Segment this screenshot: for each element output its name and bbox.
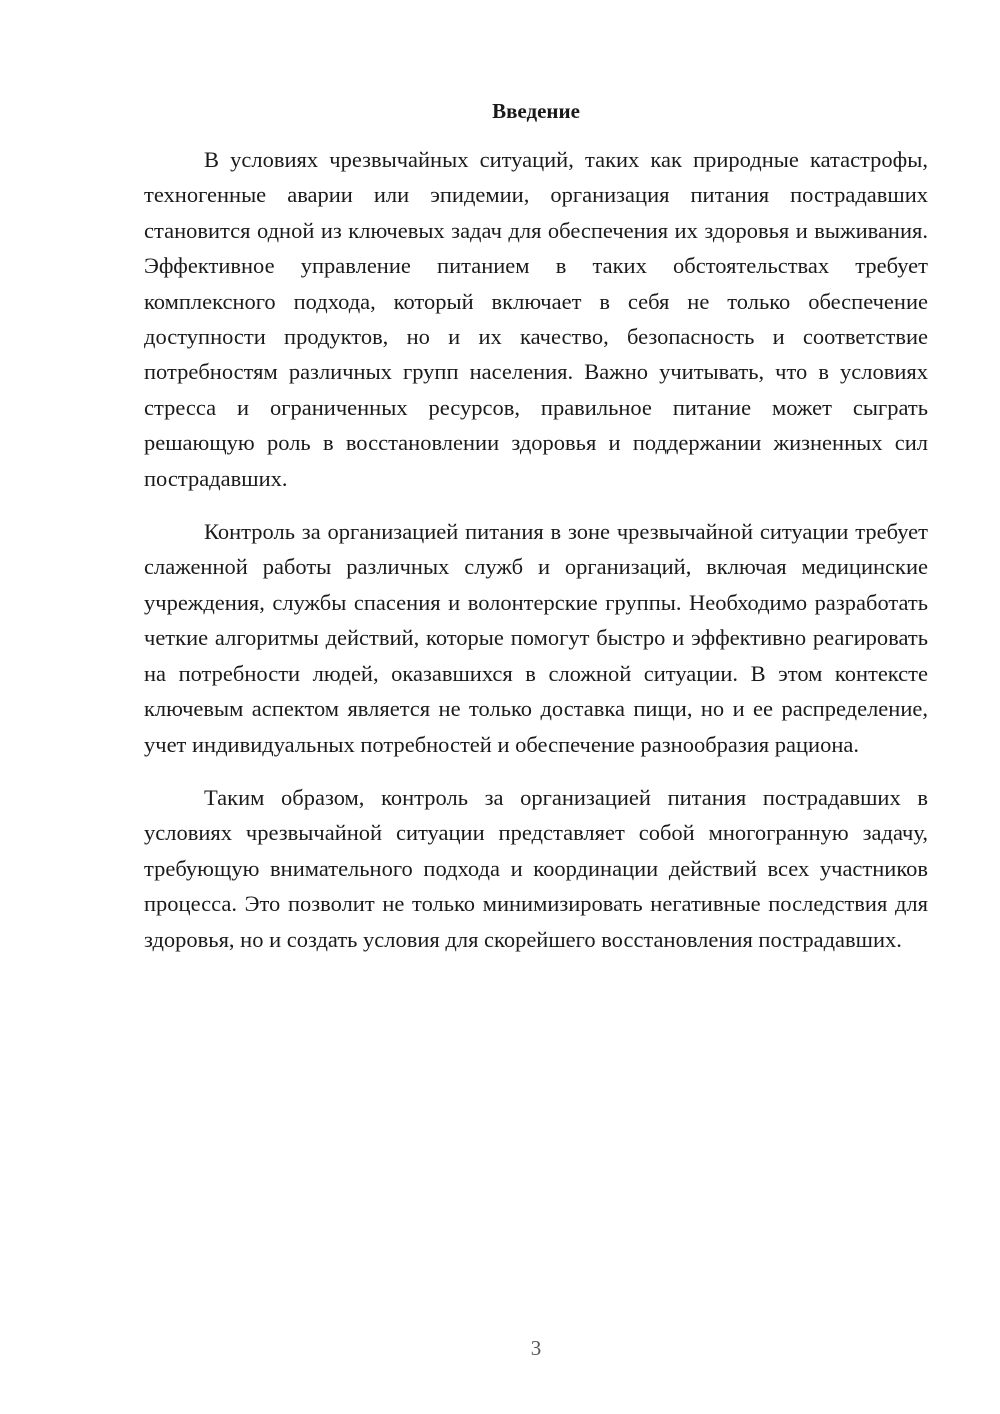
document-body xyxy=(144,142,928,975)
paragraph-1: В условиях чрезвычайных ситуаций, таких как природные катастрофы, техногенные аварии или эпидемии, организация питания пострадавших становится одной из ключевых задач для обеспечения их здоровья и выживания. Эффективное управление питанием в таких обстоятельствах требует комплексного подхода, который включает в себя не только обеспечение доступности продуктов, но и их качество, безопасность и соответствие потребностям различных групп населения. Важно учитывать, что в условиях стресса и ограниченных ресурсов, правильное питание может сыграть решающую роль в восстановлении здоровья и поддержании жизненных сил пострадавших. xyxy=(144,147,928,491)
paragraph-2: Контроль за организацией питания в зоне чрезвычайной ситуации требует слаженной работы различных служб и организаций, включая медицинские учреждения, службы спасения и волонтерские группы. Необходимо разработать четкие алгоритмы действий, которые помогут быстро и эффективно реагировать на потребности людей, оказавшихся в сложной ситуации. В этом контексте ключевым аспектом является не только доставка пищи, но и ее распределение, учет индивидуальных потребностей и обеспечение разнообразия рациона. xyxy=(144,519,928,757)
page-title: Введение xyxy=(492,99,580,123)
page-number: 3 xyxy=(530,1336,542,1360)
paragraph-3: Таким образом, контроль за организацией питания пострадавших в условиях чрезвычайной ситуации представляет собой многогранную задачу, требующую внимательного подхода и координации действий всех участников процесса. Это позволит не только минимизировать негативные последствия для здоровья, но и создать условия для скорейшего восстановления пострадавших. xyxy=(144,784,928,952)
